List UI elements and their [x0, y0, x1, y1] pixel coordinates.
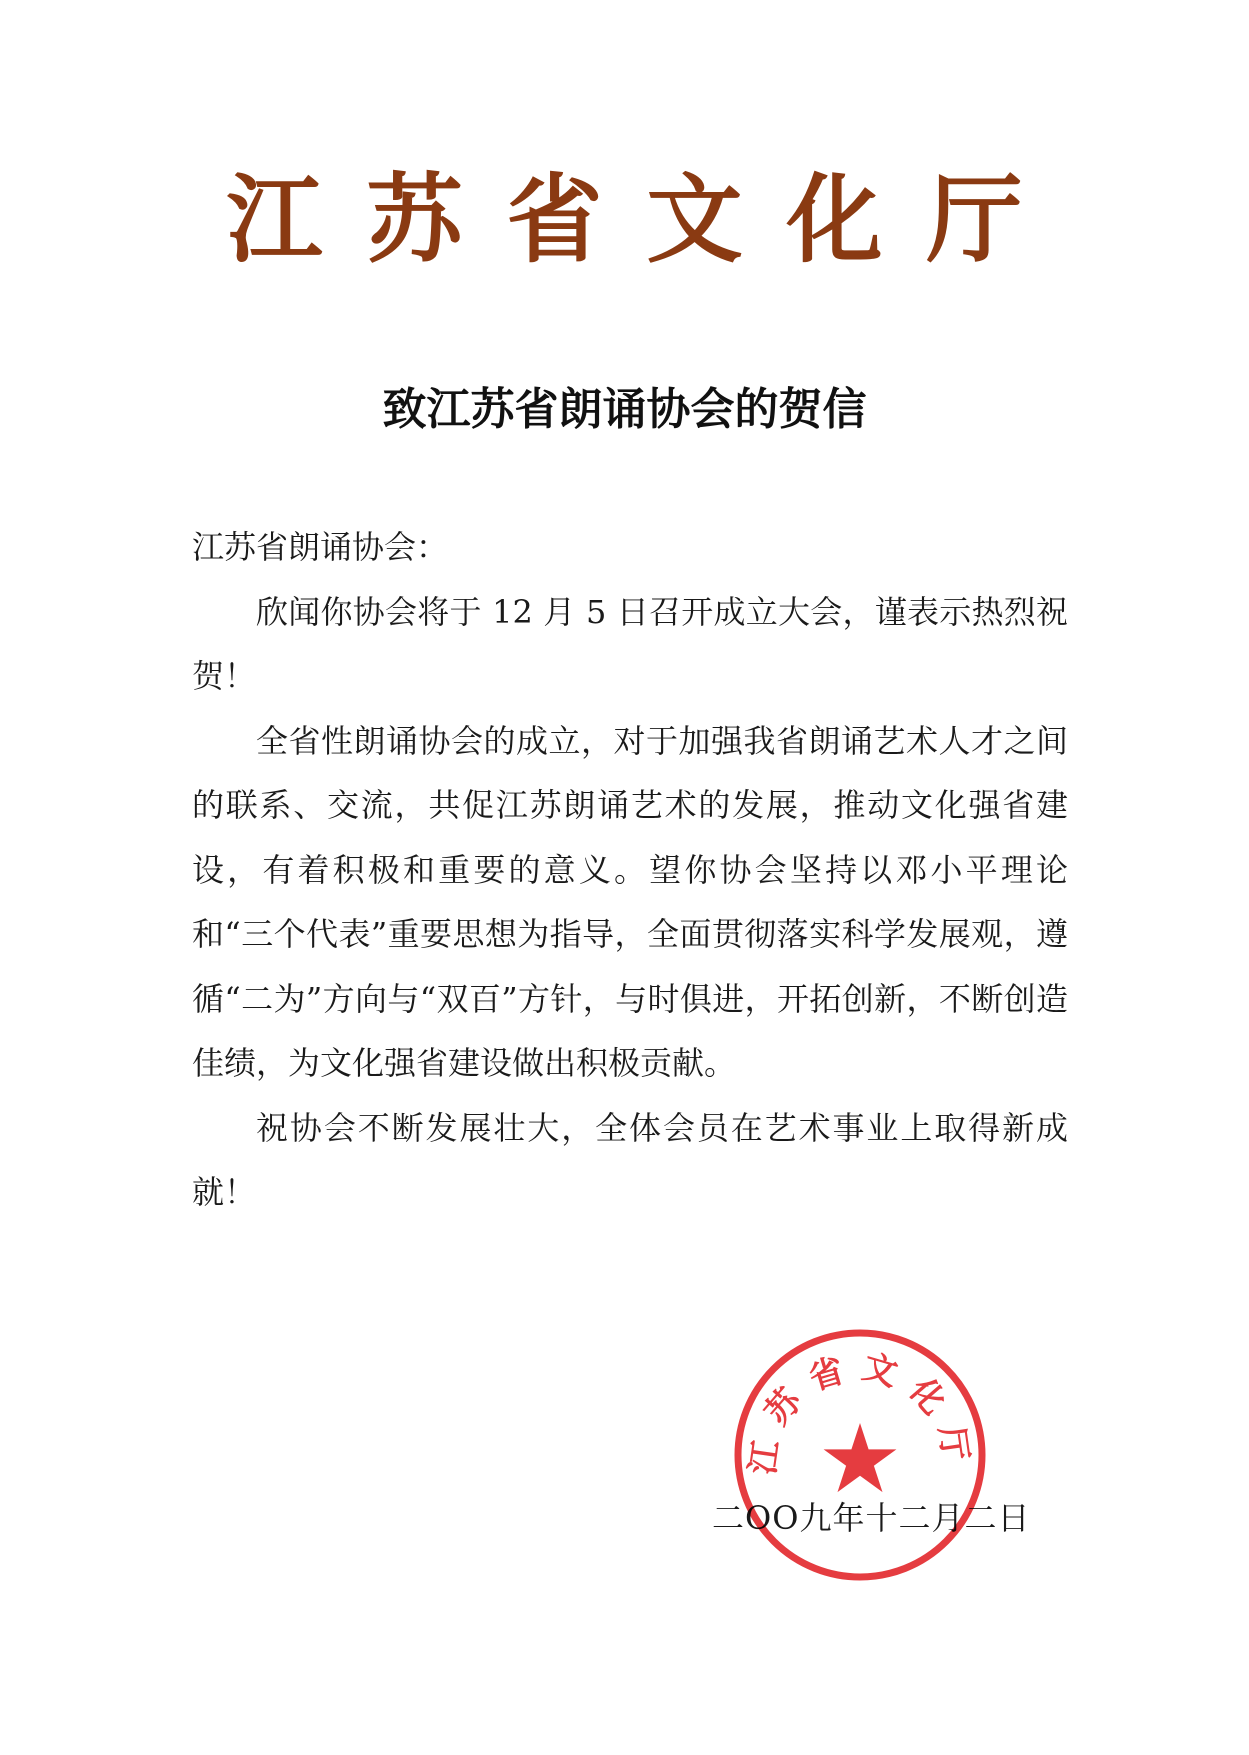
date-line: 二OO九年十二月二日 — [712, 1499, 1031, 1537]
seal-star-icon — [824, 1423, 897, 1492]
letterhead-title: 江苏省文化厅 — [226, 163, 1067, 276]
document-title: 致江苏省朗诵协会的贺信 — [382, 384, 867, 435]
salutation: 江苏省朗诵协会： — [192, 528, 449, 566]
paragraph-3: 祝协会不断发展壮大，全体会员在艺术事业上取得新成就！ — [192, 1108, 1068, 1211]
letter-body — [192, 515, 1068, 1225]
paragraph-2: 全省性朗诵协会的成立，对于加强我省朗诵艺术人才之间的联系、交流，共促江苏朗诵艺术的发展，推动文化强省建设，有着积极和重要的意义。望你协会坚持以邓小平理论和“三个代表”重要思想为指导，全面贯彻落实科学发展观，遵循“二为”方向与“双百”方针，与时俱进，开拓创新，不断创造佳绩，为文化强省建设做出积极贡献。 — [192, 721, 1068, 1082]
seal-text: 江苏省文化厅 — [742, 1346, 978, 1478]
official-seal-icon — [730, 1325, 990, 1585]
paragraph-1: 欣闻你协会将于 12 月 5 日召开成立大会，谨表示热烈祝贺！ — [192, 592, 1068, 695]
